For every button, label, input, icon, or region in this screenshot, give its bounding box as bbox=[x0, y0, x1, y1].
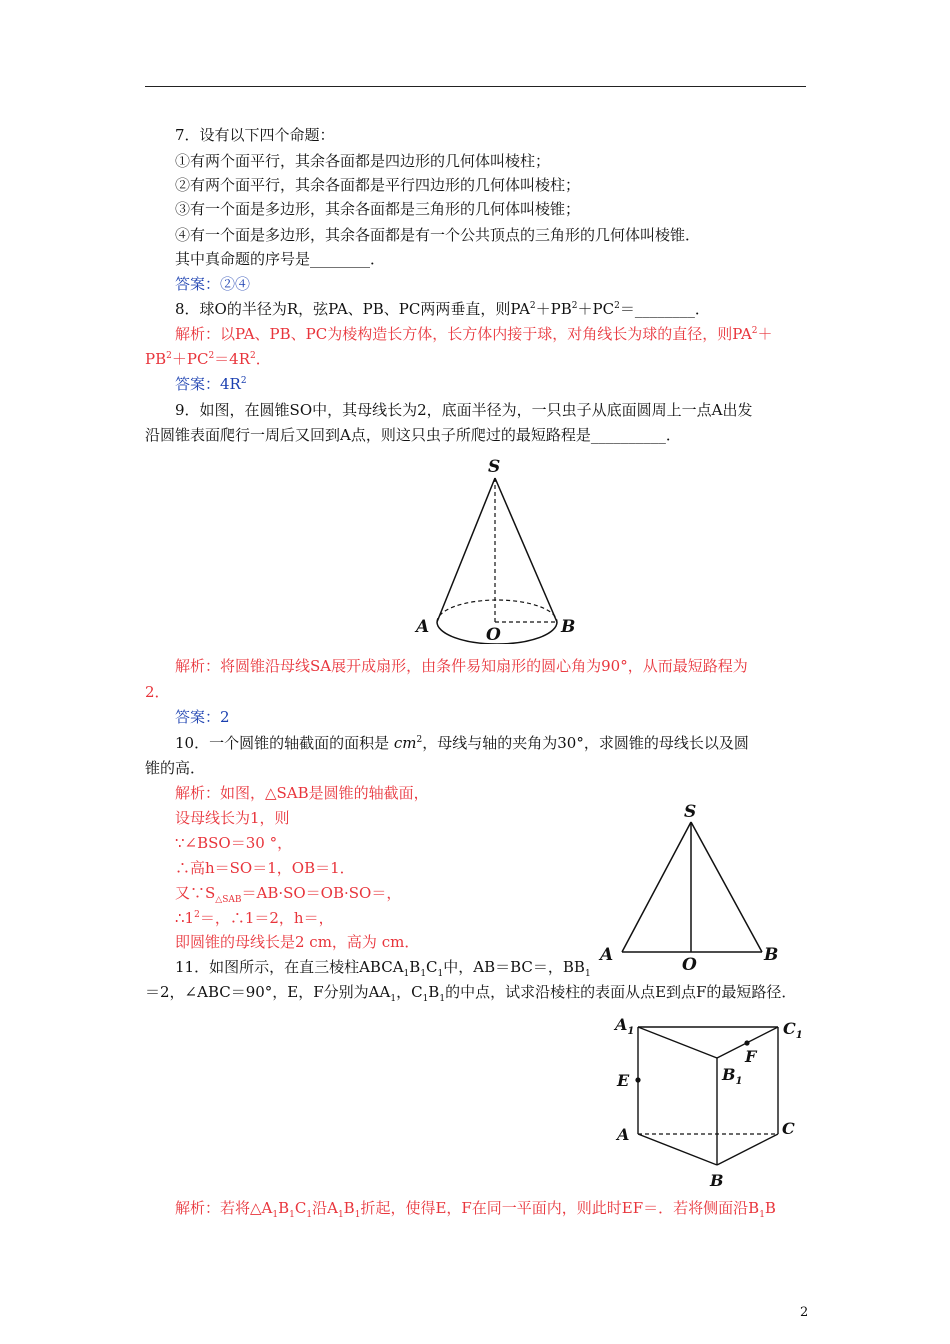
label-A: A bbox=[416, 617, 430, 637]
axial-section-figure bbox=[595, 795, 790, 973]
q11-stem-line-2: ＝2，∠ABC＝90°，E，F分别为$AA_1$，$C_1B_1$的中点，试求沿棱柱的表面从点E到点F的最短路径． bbox=[145, 983, 797, 1004]
edge-AB bbox=[638, 1134, 717, 1165]
q9-stem-line-1: 9．如图，在圆锥SO中，其母线长为2，底面半径为，一只虫子从底面圆周上一点A出发 bbox=[175, 401, 753, 419]
q10-solution-1: 解析：如图，△SAB是圆锥的轴截面， bbox=[175, 784, 429, 802]
point-E bbox=[635, 1077, 640, 1082]
label-C1: $C_1$ bbox=[783, 1019, 803, 1041]
label-F: F bbox=[745, 1047, 757, 1066]
label-A: A bbox=[600, 945, 614, 965]
q10-solution-6: $\therefore 1^2=$，∴1＝2，h＝， bbox=[175, 909, 334, 927]
q11-stem-line-1: 11．如图所示，在直三棱柱$ABCA_1B_1C_1$中，AB＝BC＝，$BB_1$ bbox=[175, 958, 591, 979]
q9-solution-line-1: 解析：将圆锥沿母线SA展开成扇形，由条件易知扇形的圆心角为90°，从而最短路程为 bbox=[175, 657, 748, 675]
q7-stem: 7．设有以下四个命题： bbox=[175, 126, 335, 144]
q10-solution-4: ∴高h＝SO＝1，OB＝1． bbox=[175, 859, 355, 877]
q8-answer: 答案：$4R^2$ bbox=[175, 375, 247, 393]
label-C: C bbox=[782, 1119, 795, 1138]
label-S: S bbox=[684, 802, 697, 822]
q8-stem: 8．球O的半径为R，弦PA、PB、PC两两垂直，则$PA^2+PB^2+PC^2=\_\_\_\_\_\_\_\_$． bbox=[175, 300, 710, 318]
q7-item-4: ④有一个面是多边形，其余各面都是有一个公共顶点的三角形的几何体叫棱锥． bbox=[175, 226, 701, 244]
q7-item-3: ③有一个面是多边形，其余各面都是三角形的几何体叫棱锥； bbox=[175, 200, 581, 218]
label-O: O bbox=[486, 625, 501, 644]
prism-figure bbox=[605, 1010, 810, 1192]
cone-right-generatrix bbox=[495, 478, 557, 622]
q10-stem-line-2: 锥的高． bbox=[145, 759, 206, 777]
q9-solution-line-2: 2． bbox=[145, 683, 170, 701]
q7-item-2: ②有两个面平行，其余各面都是平行四边形的几何体叫棱柱； bbox=[175, 176, 581, 194]
q8-solution-line-1: 解析：以PA、PB、PC为棱构造长方体，长方体内接于球，对角线长为球的直径，则$PA^2+$ bbox=[175, 325, 773, 343]
label-E: E bbox=[617, 1071, 630, 1090]
header-rule bbox=[145, 86, 806, 87]
cone-figure bbox=[410, 452, 585, 644]
q11-solution-line-1: 解析：若将$\triangle A_1B_1C_1$沿$A_1B_1$折起，使得E，F在同一平面内，则此时EF＝．若将侧面沿$B_1B$ bbox=[175, 1199, 776, 1220]
q10-stem-line-1: 10．一个圆锥的轴截面的面积是 $cm^2$，母线与轴的夹角为30°，求圆锥的母线长以及圆 bbox=[175, 734, 749, 752]
q9-stem-line-2: 沿圆锥表面爬行一周后又回到A点，则这只虫子所爬过的最短路程是__________． bbox=[145, 426, 681, 444]
label-S: S bbox=[488, 457, 501, 477]
label-B1: $B_1$ bbox=[722, 1065, 743, 1087]
q7-item-1: ①有两个面平行，其余各面都是四边形的几何体叫棱柱； bbox=[175, 152, 551, 170]
label-A: A bbox=[617, 1125, 630, 1144]
cone-base-back bbox=[437, 600, 557, 622]
q7-answer: 答案：②④ bbox=[175, 275, 251, 293]
label-B: B bbox=[561, 617, 576, 637]
label-A1: $A_1$ bbox=[615, 1015, 635, 1037]
q7-ask: 其中真命题的序号是________． bbox=[175, 250, 386, 268]
point-F bbox=[744, 1040, 749, 1045]
page-number: 2 bbox=[800, 1305, 809, 1320]
q10-solution-3: ∵∠BSO＝30 °， bbox=[175, 834, 293, 852]
triangle-side-SB bbox=[691, 822, 762, 952]
q10-solution-2: 设母线长为1，则 bbox=[175, 809, 290, 827]
q9-answer: 答案：2 bbox=[175, 708, 230, 726]
triangle-side-SA bbox=[622, 822, 691, 952]
edge-BC bbox=[717, 1134, 778, 1165]
q10-solution-7: 即圆锥的母线长是2 cm，高为 cm． bbox=[175, 933, 420, 951]
q10-solution-5: 又$\because S_{\triangle SAB}=AB\cdot SO=OB\cdot SO=$， bbox=[175, 884, 402, 905]
q8-solution-line-2: $PB^2+PC^2=4R^2$． bbox=[145, 350, 271, 368]
label-B: B bbox=[764, 945, 779, 965]
label-B: B bbox=[710, 1171, 724, 1190]
label-O: O bbox=[682, 955, 697, 973]
edge-A1B1 bbox=[638, 1027, 717, 1058]
